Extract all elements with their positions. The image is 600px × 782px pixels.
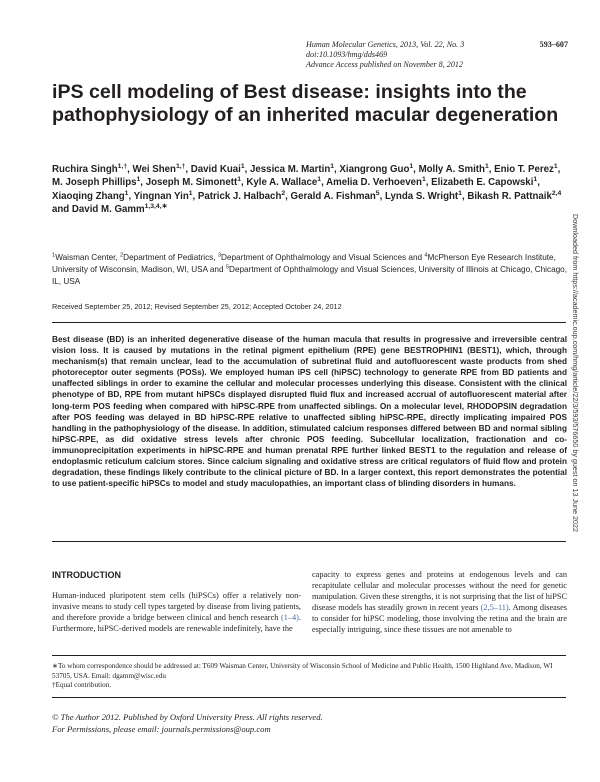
author-affiliation-marker: 1 xyxy=(330,162,335,170)
author-affiliation-marker: 1 xyxy=(409,162,414,170)
author-name: Xiaoqing Zhang xyxy=(52,190,125,202)
copyright xyxy=(52,712,567,735)
author-name: Patrick J. Halbach xyxy=(197,190,282,202)
author-affiliation-marker: 1,† xyxy=(175,162,186,170)
rule-top xyxy=(52,322,566,323)
author-name: M. Joseph Phillips xyxy=(52,177,137,189)
citation-link[interactable]: (1–4) xyxy=(280,613,299,622)
author-name: Enio T. Perez xyxy=(494,164,554,175)
citation-link[interactable]: (2,5–11) xyxy=(480,603,509,612)
author-list: Ruchira Singh$^{1,\dagger}$, Wei Shen$^{1,\dagger}$, David Kuai$^1$, Jessica M. Martin$^1$, Xiangrong Guo$^1$, Molly A. Smith$^1$, Enio T. Perez$^1$, M. Joseph Phillips$^1$, Joseph M. Simonett$^1$, Kyle A. Wallace$^1$, Amelia D. Verhoeven$^1$, Elizabeth E. Capowski$^1$, Xiaoqing Zhang$^1$, Yingnan Yin$^1$, Patrick J. Halbach$^2$, Gerald A. Fishman$^5$, Lynda S. Wright$^1$, Bikash R. Pattnaik$^{2,4}$ and David M. Gamm$^{1,3,4,∗}$ xyxy=(52,162,562,216)
rule-bottom xyxy=(52,541,566,542)
author-affiliation-marker: 1,† xyxy=(117,162,128,170)
author-affiliation-marker: 1 xyxy=(237,176,241,184)
author-name: David M. Gamm xyxy=(71,204,145,216)
author-affiliation-marker: 1 xyxy=(421,176,426,184)
copyright-rule xyxy=(52,697,566,698)
author-name: Bikash R. Pattnaik xyxy=(467,190,552,202)
author-name: Elizabeth E. Capowski xyxy=(431,177,534,189)
author-name: Gerald A. Fishman xyxy=(290,190,376,202)
author-name: Lynda S. Wright xyxy=(384,190,459,202)
author-name: Ruchira Singh xyxy=(52,164,118,175)
author-affiliation-marker: 1 xyxy=(317,176,322,184)
doi: doi:10.1093/hmg/dds469 xyxy=(306,50,388,59)
affiliations: $^1$Waisman Center, $^2$Department of Pediatrics, $^3$Department of Ophthalmology and Visual Sciences and $^4$McPherson Eye Research Institute, University of Wisconsin, Madison, WI, USA and $^5$Department of Ophthalmology and Visual Sciences, University of Illinois at Chicago, Chicago, IL, USA xyxy=(52,252,568,286)
correspondence-note: ∗To whom correspondence should be addressed at: T609 Waisman Center, University of Wisconsin School of Medicine and Public Health, 1500 Highland Ave, Madison, WI 53705, USA. Email: dgamm@wisc.edu xyxy=(52,662,553,680)
author-name: Amelia D. Verhoeven xyxy=(326,177,422,189)
equal-contribution-note: †Equal contribution. xyxy=(52,681,112,689)
author-affiliation-marker: 1,3,4,∗ xyxy=(144,202,168,210)
journal-header xyxy=(306,40,568,70)
author-name: Molly A. Smith xyxy=(418,164,485,175)
affiliations-text: Waisman Center, $^2$Department of Pediatrics, $^3$Department of Ophthalmology and Visual Sciences and $^4$McPherson Eye Research Institute, University of Wisconsin, Madison, WI, USA and $^5$Department of Ophthalmology and Visual Sciences, University of Illinois at Chicago, Chicago, IL, USA xyxy=(52,252,568,286)
intro-column-1: Human-induced pluripotent stem cells (hiPSCs) offer a relatively non-invasive means to study cell types targeted by disease from living patients, and therefore provide a bridge between clinical and bench research (1–4). Furthermore, hiPSC-derived models are renewable indefinitely, have the xyxy=(52,591,301,633)
author-affiliation-marker: 1 xyxy=(458,189,462,197)
author-affiliation-marker: 1 xyxy=(533,176,538,184)
author-name: David Kuai xyxy=(190,164,241,175)
author-name: Wei Shen xyxy=(132,164,176,175)
download-watermark-text: Downloaded from https://academic.oup.com/hmg/article/22/3/593/576650 by guest on 13 June 2022 xyxy=(571,214,580,533)
article-title: iPS cell modeling of Best disease: insights into the pathophysiology of an inherited macular degeneration xyxy=(52,81,559,126)
journal-citation: Human Molecular Genetics, 2013, Vol. 22, No. 3 xyxy=(306,40,465,49)
author-affiliation-marker: 2,4 xyxy=(551,189,562,197)
author-name: Jessica M. Martin xyxy=(250,164,331,175)
footnote-rule xyxy=(52,655,566,656)
author-affiliation-marker: 1 xyxy=(553,162,558,170)
author-name: Yingnan Yin xyxy=(133,190,189,202)
author-name: Joseph M. Simonett xyxy=(145,177,238,189)
author-affiliation-marker: 1 xyxy=(484,162,489,170)
download-watermark xyxy=(568,214,582,584)
section-heading: INTRODUCTION xyxy=(52,570,121,580)
advance-access: Advance Access published on November 8, 2012 xyxy=(306,60,463,69)
author-affiliation-marker: 1 xyxy=(136,176,141,184)
footnotes xyxy=(52,662,567,691)
page-range: 593–607 xyxy=(539,40,568,49)
author-affiliation-marker: 1 xyxy=(188,189,193,197)
intro-column-2: capacity to express genes and proteins at endogenous levels and can recapitulate cellular and molecular processes without the need for genetic manipulation. Given these strengths, it is not surprising that the list of hiPSC disease models has steadily grown in recent years (2,5–11). Among diseases to consider for hiPSC modeling, those involving the retina and the brain are especially intriguing, since these tissues are not amenable to xyxy=(312,570,568,634)
received-dates: Received September 25, 2012; Revised September 25, 2012; Accepted October 24, 2012 xyxy=(52,302,342,311)
permissions-line: For Permissions, please email: journals.permissions@oup.com xyxy=(52,723,271,734)
author-name: Xiangrong Guo xyxy=(339,164,410,175)
copyright-line: © The Author 2012. Published by Oxford University Press. All rights reserved. xyxy=(52,712,323,722)
author-affiliation-marker: 2 xyxy=(281,189,286,197)
author-name: Kyle A. Wallace xyxy=(246,177,318,189)
author-affiliation-marker: 1 xyxy=(124,189,129,197)
author-affiliation-marker: 1 xyxy=(240,162,245,170)
author-affiliation-marker: 5 xyxy=(375,189,380,197)
abstract: Best disease (BD) is an inherited degenerative disease of the human macula that results in progressive and irreversible central vision loss. It is caused by mutations in the retinal pigment epithelium (RPE) gene BESTROPHIN1 (BEST1), which, through mechanism(s) that remain unclear, lead to the accumulation of subretinal fluid and autofluorescent waste products from shed photoreceptor outer segments (POSs). We employed human iPS cell (hiPSC) technology to generate RPE from BD patients and unaffected siblings in order to examine the cellular and molecular processes underlying this disease. Consistent with the clinical phenotype of BD, RPE from mutant hiPSCs displayed disrupted fluid flux and increased accrual of autofluorescent material after long-term POS feeding when compared with hiPSC-RPE from unaffected siblings. On a molecular level, RHODOPSIN degradation after POS feeding was delayed in BD hiPSC-RPE relative to unaffected sibling hiPSC-RPE, directly implicating impaired POS handling in the pathophysiology of the disease. In addition, stimulated calcium responses differed between BD and normal sibling hiPSC-RPE, as did oxidative stress levels after chronic POS feeding. Subcellular localization, fractionation and co-immunoprecipitation experiments in hiPSC-RPE and human prenatal RPE further linked BEST1 to the regulation and release of endoplasmic reticulum calcium stores. Since calcium signaling and oxidative stress are critical regulators of fluid flow and protein degradation, these findings likely contribute to the clinical picture of BD. In a larger context, this report demonstrates the potential to use patient-specific hiPSCs to model and study maculopathies, an important class of blinding disorders in humans. xyxy=(52,335,567,489)
